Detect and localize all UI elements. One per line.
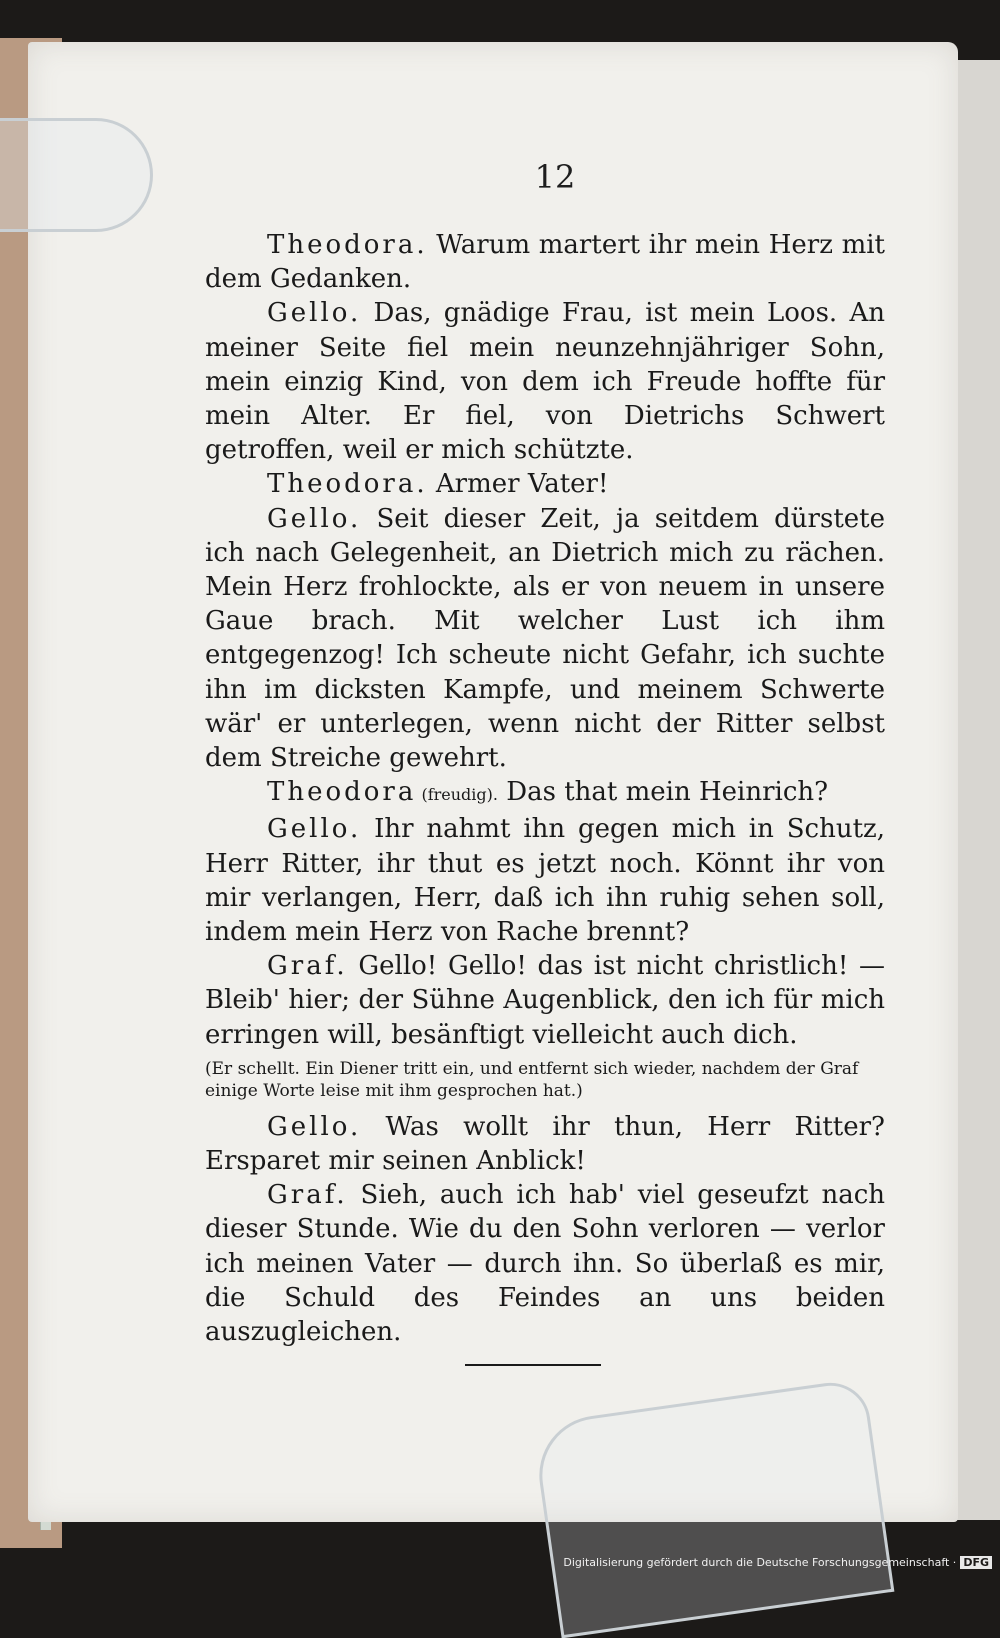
speaker-name: Gello. [267,814,362,845]
section-rule [465,1364,601,1366]
speaker-name: Graf. [267,951,348,982]
page-clamp-top [0,118,153,232]
dialogue-text: Ihr nahmt ihn gegen mich in Schutz, Herr Ritter, ihr thut es jetzt noch. Könnt ihr von mir verlangen, Herr, daß ich ihn ruhig sehen soll, indem mein Herz von Rache brennt? [205,814,885,948]
dialogue-text: Was wollt ihr thun, Herr Ritter? Ersparet mir seinen Anblick! [205,1111,885,1177]
page-text [205,228,885,1349]
stage-direction: (Er schellt. Ein Diener tritt ein, und entfernt sich wieder, nachdem der Graf einige Worte leise mit ihm gesprochen hat.) [205,1058,859,1101]
dialogue-line [205,228,885,296]
dialogue-text: Sieh, auch ich hab' viel geseufzt nach dieser Stunde. Wie du den Sohn verloren — verlor ich meinen Vater — durch ihn. So überlaß es mir, die Schuld des Feindes an uns beiden auszugleichen. [205,1180,885,1348]
dialogue-line [205,502,885,776]
dialogue-line [205,812,885,949]
speaker-name: Theodora [267,777,417,808]
digitization-credit [563,1556,992,1569]
dialogue-text: Das, gnädige Frau, ist mein Loos. An meiner Seite fiel mein neunzehnjähriger Sohn, mein einzig Kind, von dem ich Freude hoffte für mein Alter. Er fiel, von Dietrichs Schwert getroffen, weil er mich schützte. [205,298,885,466]
adjacent-page-edge [952,60,1000,1520]
speaker-name: Gello. [267,1111,362,1142]
dfg-logo: DFG [960,1556,992,1569]
page-clamp-bottom [532,1378,895,1638]
dialogue-line [205,775,885,812]
speaker-name: Theodora. [267,469,428,500]
dialogue-line [205,1178,885,1349]
dialogue-text: Gello! Gello! das ist nicht christlich! — Bleib' hier; der Sühne Augenblick, den ich für mich erringen will, besänftigt vielleicht auch dich. [205,951,885,1050]
stage-aside: (freudig). [416,785,498,805]
dialogue-text: Armer Vater! [427,469,609,500]
dialogue-line [205,467,885,501]
page-number: 12 [534,158,576,196]
dialogue-line [205,1110,885,1178]
dialogue-line [205,949,885,1052]
dialogue-line [205,296,885,467]
speaker-name: Graf. [267,1180,348,1211]
dialogue-text: Warum martert ihr mein Herz mit dem Gedanken. [205,230,885,295]
dialogue-text: Seit dieser Zeit, ja seitdem dürstete ich nach Gelegenheit, an Dietrich mich zu rächen. Mein Herz frohlockte, als er von neuem in unsere Gaue brach. Mit welcher Lust ich ihm entgegenzog! Ich scheute nicht Gefahr, ich suchte ihn im dicksten Kampfe, und meinem Schwerte wär' er unterlegen, wenn nicht der Ritter selbst dem Streiche gewehrt. [205,503,885,774]
dialogue-text: Das that mein Heinrich? [497,777,829,808]
credit-text: Digitalisierung gefördert durch die Deutsche Forschungsgemeinschaft · [563,1556,957,1569]
speaker-name: Theodora. [267,230,428,260]
speaker-name: Gello. [267,503,362,534]
speaker-name: Gello. [267,298,362,329]
